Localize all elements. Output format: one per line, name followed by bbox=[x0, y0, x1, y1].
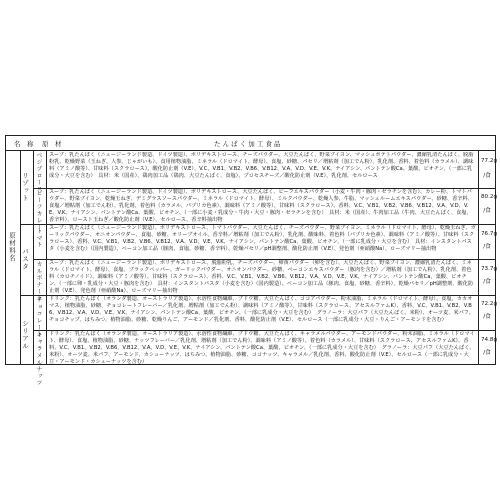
category-label: 原材料名 bbox=[8, 232, 16, 262]
table-header bbox=[6, 136, 495, 151]
flavor-label: カルボナーラ bbox=[35, 261, 41, 302]
weight-value: 80.2g bbox=[481, 194, 498, 200]
ingredients-text: スープ：乳たんぱく（ニュージーランド製造、ドイツ製造）、ポリデキストロース、大豆たんぱく、ビーフエキスパウダー（小麦・牛肉・豚肉・ゼラチンを含む）、カレー粉、トマトパウダー、野菜ブイヨン、乾燥玉ねぎ、デミグラスソースパウダー、ミネラル（ドロマイト、酵母）、ミルクパウダー、乾燥人参、牛脂、マッシュルームエキスパウダー、砂糖、香辛料、食塩／増粘剤（加工でん粉）、乳化剤、着色料（カラメル、パプリカ色素）、調味料（アミノ酸等）、甘味料（スクラロース）、香料、V.C、V.B1、V.B2、V.B6、V.B12、V.A、V.D、V.E、V.K、ナイアシン、パントテン酸Ca、葉酸、ビオチン、（一部に小麦・乳成分・牛肉・大豆・豚肉・ゼラチンを含む） 具材：米（国産）、牛肉加工品（牛肉、大豆たんぱく、食塩、香辛料）、ロースト玉ねぎ／酸化防止剤（V.E）、セルロース、香辛料抽出物 bbox=[49, 189, 473, 223]
col-divider-4 bbox=[478, 150, 479, 364]
weight-unit: /食 bbox=[483, 173, 491, 179]
weight-unit: /食 bbox=[483, 350, 491, 356]
ingredients-text: スープ：乳たんぱく（ニュージーランド製造）、ポリデキストロース、トマトパウダー、大豆たんぱく、チーズパウダー、野菜ブイヨン、ミネラル（ドロマイト、酵母）、乾燥玉ねぎ、ガーリックパウダー、オニオンパウダー、食塩、砂糖、オリーブオイル、香辛料／増粘剤（加工でん粉）、乳化剤、酸味料、着色料（パプリカ色素）、調味料（アミノ酸等）、甘味料（スクラロース）、香料、V.C、V.B1、V.B2、V.B6、V.B12、V.A、V.D、V.E、V.K、ナイアシン、パントテン酸Ca、葉酸、ビオチン、（一部に乳成分・大豆を含む） 具材：インスタントパスタ（小麦を含む）（国内製造）、ベーコン加工品（豚肉、食塩、砂糖、香辛料）、乾燥パセリ／pH調整剤、酸化防止剤（V.E）、発色剤（亜硝酸Na）、ローズマリー抽出物 bbox=[49, 225, 476, 252]
weight-value: 77.2g bbox=[481, 158, 498, 164]
group-label-pasta: パスタ bbox=[21, 248, 29, 271]
header-composition: た ん ぱ く 加 工 食 品 bbox=[214, 140, 281, 148]
ingredients-text: ドリンク：乳たんぱく（オランダ製造、オーストラリア製造）、水溶性食物繊維、ブドウ糖、大豆たんぱく、ココアパウダー、粉末油脂、ミネラル（ドロマイト、酵母）、食塩、カカオマス、植物油脂、砂糖、チョコレートフレーバー／乳化剤、増粘剤（加工でん粉）、調味料（アミノ酸等）、甘味料（スクラロース、アセスルファムK）、香料、V.C、V.B1、V.B2、V.B6、V.B12、V.A、V.D、V.E、V.K、ナイアシン、パントテン酸Ca、葉酸、ビオチン、（一部に乳成分・大豆を含む） グラノーラ：大豆パフ（大豆たんぱく、米粉）、オーツ麦、米パフ、チョコチップ、はちみつ、植物油脂、砂糖、乾燥りんご、アーモンド／乳化剤、香料、酸化防止剤（V.E）、セルロース（一部に乳成分・大豆・りんご・アーモンドを含む） bbox=[49, 296, 474, 323]
header-materials: 原 材 bbox=[42, 140, 62, 148]
weight-unit: /食 bbox=[483, 279, 491, 285]
flavor-label: チョコレート bbox=[35, 297, 41, 338]
ingredients-text: スープ：乳たんぱく（ニュージーランド製造、ドイツ製造）、ポリデキストロース、チーズパウダー、大豆たんぱく、野菜ブイヨン、マッシュポテトパウダー、濃縮乳清たんぱく、脱脂粉乳、乾燥野菜（玉ねぎ、人参、じゃがいも）、食用植物油脂、ミネラル（ドロマイト、酵母）、食塩、砂糖、パセリ／増粘剤（加工でん粉）、乳化剤、香料、着色料（カラメル）、調味料（アミノ酸等）、甘味料（スクラロース）、酸化防止剤（V.E）、V.C、V.B1、V.B2、V.B6、V.B12、V.A、V.D、V.E、V.K、ナイアシン、パントテン酸Ca、葉酸、ビオチン、（一部に乳成分・大豆を含む） 具材：米（国産）、鶏肉加工品（鶏肉、大豆たんぱく、食塩）、プロセスチーズ／酸化防止剤（V.E）、乳化剤、セルロース bbox=[49, 152, 474, 179]
weight-unit: /食 bbox=[483, 244, 491, 250]
group-label-risotto: リゾット bbox=[21, 172, 29, 202]
flavor-label: ベジブロース bbox=[35, 152, 41, 193]
weight-value: 73.7g bbox=[481, 266, 498, 272]
ingredients-text: スープ：乳たんぱく（ニュージーランド製造）、ポリデキストロース、脱脂粉乳、チーズパウダー、卵黄パウダー（卵を含む）、大豆たんぱく、野菜ブイヨン、濃縮乳清たんぱく、ミネラル（ドロマイト、酵母）、食塩、ブラックペッパー、ガーリックパウダー、オニオンパウダー、砂糖、ベーコンエキスパウダー（豚肉を含む）／増粘剤（加工でん粉）、乳化剤、着色料（カロチノイド）、調味料（アミノ酸等）、甘味料（スクラロース）、香料、V.C、V.B1、V.B2、V.B6、V.B12、V.A、V.D、V.E、V.K、ナイアシン、パントテン酸Ca、葉酸、ビオチン、（一部に卵・乳成分・大豆・豚肉を含む） 具材：インスタントパスタ（小麦を含む）（国内製造）、ベーコン加工品（豚肉、食塩、砂糖、香辛料）、乾燥パセリ／pH調整剤、酸化防止剤（V.E）、発色剤（亜硝酸Na）、ローズマリー抽出物 bbox=[49, 260, 474, 294]
weight-unit: /食 bbox=[483, 208, 491, 214]
group-label-cereal: シリアル bbox=[21, 320, 29, 350]
flavor-label: ビーフカレー bbox=[35, 190, 41, 231]
weight-value: 72.2g bbox=[481, 301, 498, 307]
weight-unit: /食 bbox=[483, 314, 491, 320]
weight-value: 74.8g bbox=[481, 337, 498, 343]
ingredients-text: ドリンク：乳たんぱく（オランダ製造、オーストラリア製造）、水溶性食物繊維、ブドウ糖、大豆たんぱく、キャラメルパウダー、アーモンドパウダー、粉末油脂、ミネラル（ドロマイト、酵母）、食塩、植物油脂、砂糖、ナッツフレーバー／乳化剤、増粘剤（加工でん粉）、調味料（アミノ酸等）、着色料（カラメル）、甘味料（スクラロース、アセスルファムK）、香料、V.C、V.B1、V.B2、V.B6、V.B12、V.A、V.D、V.E、V.K、ナイアシン、パントテン酸Ca、葉酸、ビオチン、（一部に乳成分・大豆を含む） グラノーラ：大豆パフ（大豆たんぱく、米粉）、オーツ麦、米パフ、アーモンド、カシューナッツ、はちみつ、植物油脂、砂糖、ココナッツ、キャラメル／乳化剤、香料、酸化防止剤（V.E）、セルロース（一部に乳成分・大豆・アーモンド・カシューナッツを含む） bbox=[49, 331, 475, 364]
ingredients-table bbox=[5, 135, 498, 387]
flavor-label: トマト bbox=[35, 228, 41, 249]
header-name: 名 称 bbox=[14, 140, 34, 148]
col-divider-3 bbox=[46, 150, 47, 364]
flavor-label: キャラメルナッツ bbox=[35, 332, 41, 387]
weight-value: 76.7g bbox=[481, 231, 498, 237]
